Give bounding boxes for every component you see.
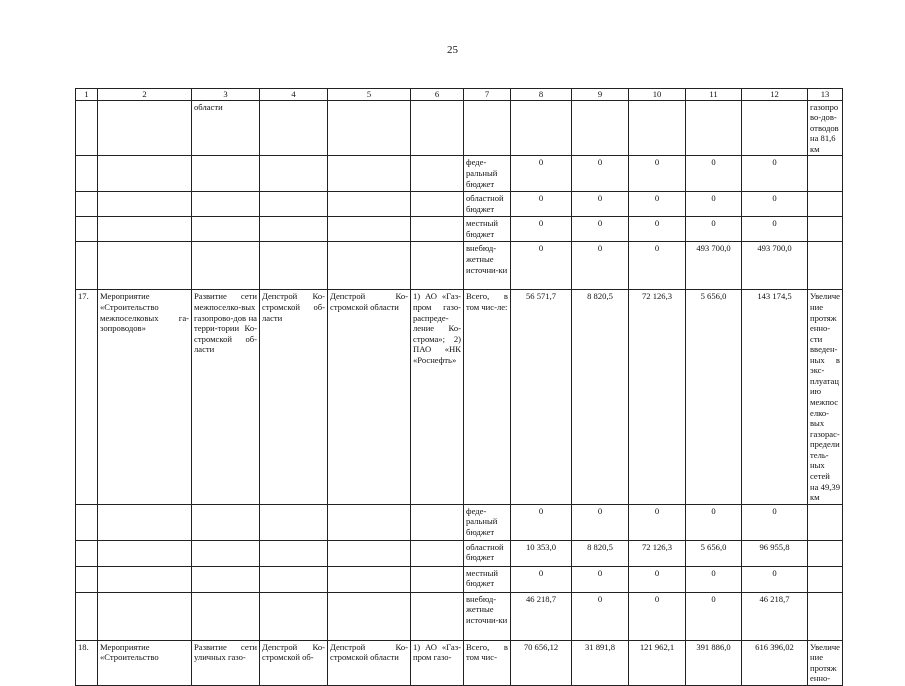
table-cell: 0 (686, 156, 742, 192)
table-cell: Развитие сети межпоселко-вых газопрово-дов на терри-тории Ко-стромской об-ласти (192, 290, 260, 504)
table-cell (192, 592, 260, 640)
table-cell (411, 100, 464, 156)
table-cell (192, 156, 260, 192)
table-cell (260, 192, 328, 217)
table-row (76, 192, 843, 217)
table-cell: 8 820,5 (572, 540, 629, 566)
table-cell: 1) АО «Газ-пром газо-распреде-ление Ко-строма»; 2) ПАО «НК «Роснефть» (411, 290, 464, 504)
table-cell (260, 592, 328, 640)
table-cell (411, 242, 464, 290)
table-row (76, 290, 843, 504)
table-cell: 0 (742, 217, 808, 242)
table-cell: 0 (572, 156, 629, 192)
table-cell: 10 353,0 (511, 540, 572, 566)
table-cell: Депстрой Ко-стромской об-ласти (260, 290, 328, 504)
table-cell: 493 700,0 (742, 242, 808, 290)
table-cell: 0 (629, 217, 686, 242)
table-cell (76, 156, 98, 192)
table-cell (742, 100, 808, 156)
table-cell (411, 540, 464, 566)
table-cell (260, 100, 328, 156)
table-cell: 8 820,5 (572, 290, 629, 504)
table-cell (260, 566, 328, 592)
table-cell (411, 592, 464, 640)
table-cell: 31 891,8 (572, 640, 629, 685)
table-cell (192, 566, 260, 592)
table-cell: 0 (572, 217, 629, 242)
column-header: 2 (98, 89, 192, 101)
table-cell: 0 (742, 504, 808, 540)
table-cell (411, 217, 464, 242)
table-cell: 0 (572, 192, 629, 217)
table-row (76, 640, 843, 685)
table-cell (192, 504, 260, 540)
table-cell: местный бюджет (464, 566, 511, 592)
table-cell: 0 (686, 217, 742, 242)
table-row (76, 242, 843, 290)
column-header: 4 (260, 89, 328, 101)
table-cell: 0 (572, 504, 629, 540)
table-cell: 0 (511, 217, 572, 242)
table-row (76, 504, 843, 540)
table-cell: 96 955,8 (742, 540, 808, 566)
table-cell (328, 242, 411, 290)
table-row (76, 156, 843, 192)
page-number: 25 (447, 44, 458, 56)
table-cell (511, 100, 572, 156)
row-number: 17. (76, 290, 98, 504)
table-cell: 0 (686, 192, 742, 217)
table-cell: Развитие сети уличных газо- (192, 640, 260, 685)
table-cell: 391 886,0 (686, 640, 742, 685)
table-cell (328, 504, 411, 540)
table-cell (572, 100, 629, 156)
table-cell: 70 656,12 (511, 640, 572, 685)
table-cell: 0 (629, 566, 686, 592)
table-cell (98, 217, 192, 242)
table-cell (808, 192, 843, 217)
table-cell: феде-ральный бюджет (464, 156, 511, 192)
table-cell (260, 242, 328, 290)
table-row (76, 100, 843, 156)
table-cell: 72 126,3 (629, 290, 686, 504)
table-cell: 0 (511, 156, 572, 192)
table-cell: 0 (686, 566, 742, 592)
table-cell: внебюд-жетные источни-ки (464, 242, 511, 290)
table-cell: 0 (629, 192, 686, 217)
table-cell (808, 156, 843, 192)
table-cell (328, 192, 411, 217)
table-cell: 0 (511, 504, 572, 540)
table-cell: 0 (629, 156, 686, 192)
table-cell (192, 242, 260, 290)
table-cell: газопрово-дов-отводов на 81,6 км (808, 100, 843, 156)
table-cell (192, 540, 260, 566)
table-cell (808, 592, 843, 640)
column-header: 8 (511, 89, 572, 101)
table-cell (464, 100, 511, 156)
table-cell (411, 566, 464, 592)
measure-name: Мероприятие «Строительство межпоселковых га-зопроводов» (98, 290, 192, 504)
table-cell (260, 156, 328, 192)
row-number: 18. (76, 640, 98, 685)
table-cell (411, 156, 464, 192)
column-header: 6 (411, 89, 464, 101)
table-cell (98, 156, 192, 192)
table-cell (808, 504, 843, 540)
table-cell: 0 (742, 192, 808, 217)
column-header: 11 (686, 89, 742, 101)
table-cell (260, 504, 328, 540)
column-header: 3 (192, 89, 260, 101)
table-cell: Увеличение протяженно- (808, 640, 843, 685)
table-cell (76, 566, 98, 592)
table-cell: 0 (572, 242, 629, 290)
table-cell: 0 (511, 192, 572, 217)
table-cell (411, 192, 464, 217)
table-cell: 5 656,0 (686, 290, 742, 504)
table-cell: 0 (629, 504, 686, 540)
table-cell (76, 592, 98, 640)
table-cell (98, 592, 192, 640)
table-cell (328, 100, 411, 156)
table-cell: областной бюджет (464, 540, 511, 566)
column-header: 13 (808, 89, 843, 101)
table-cell: 46 218,7 (742, 592, 808, 640)
table-cell: 0 (742, 156, 808, 192)
table-cell: 5 656,0 (686, 540, 742, 566)
table-cell: 0 (572, 566, 629, 592)
table-row (76, 540, 843, 566)
table-cell: Всего, в том чис- (464, 640, 511, 685)
table-cell (76, 192, 98, 217)
data-table (75, 88, 843, 686)
table-cell (76, 242, 98, 290)
table-cell: Депстрой Ко-стромской области (328, 290, 411, 504)
table-cell: 72 126,3 (629, 540, 686, 566)
table-cell: 143 174,5 (742, 290, 808, 504)
table-cell: 0 (742, 566, 808, 592)
table-cell: 0 (686, 592, 742, 640)
table-cell (76, 217, 98, 242)
table-cell (98, 100, 192, 156)
table-cell: 0 (511, 566, 572, 592)
table-cell (328, 566, 411, 592)
table-cell (76, 100, 98, 156)
table-cell: внебюд-жетные источни-ки (464, 592, 511, 640)
table-cell: 0 (629, 592, 686, 640)
table-cell (98, 566, 192, 592)
column-header: 9 (572, 89, 629, 101)
column-header: 12 (742, 89, 808, 101)
column-header: 7 (464, 89, 511, 101)
table-cell: 493 700,0 (686, 242, 742, 290)
table-cell (192, 192, 260, 217)
column-header: 1 (76, 89, 98, 101)
table-cell (328, 156, 411, 192)
table-cell: местный бюджет (464, 217, 511, 242)
table-cell (98, 192, 192, 217)
column-header: 10 (629, 89, 686, 101)
column-header: 5 (328, 89, 411, 101)
table-row (76, 566, 843, 592)
table-cell: Депстрой Ко-стромской области (328, 640, 411, 685)
table-cell (808, 540, 843, 566)
table-cell: 1) АО «Газ-пром газо- (411, 640, 464, 685)
table-cell (76, 504, 98, 540)
measure-name: Мероприятие «Строительство (98, 640, 192, 685)
table-cell: 0 (686, 504, 742, 540)
table-cell (260, 540, 328, 566)
table-cell: Увеличение протяженно-сти введен-ных в экс-плуатацию межпоселко-вых газорас-пределитель-ных сетей на 49,39 км (808, 290, 843, 504)
table-cell: Всего, в том чис-ле: (464, 290, 511, 504)
table-cell: феде-ральный бюджет (464, 504, 511, 540)
table-cell (98, 540, 192, 566)
table-cell (629, 100, 686, 156)
table-cell (686, 100, 742, 156)
table-cell: Депстрой Ко-стромской об- (260, 640, 328, 685)
table-cell: 616 396,02 (742, 640, 808, 685)
table-cell (76, 540, 98, 566)
table-row (76, 217, 843, 242)
table-cell (808, 566, 843, 592)
table-cell: 0 (629, 242, 686, 290)
table-row (76, 592, 843, 640)
table-cell: 56 571,7 (511, 290, 572, 504)
table-cell (260, 217, 328, 242)
table-cell: 0 (511, 242, 572, 290)
table-cell (192, 217, 260, 242)
table-cell: 0 (572, 592, 629, 640)
table-cell (808, 242, 843, 290)
table-cell: 121 962,1 (629, 640, 686, 685)
table-cell: области (192, 100, 260, 156)
table-cell (808, 217, 843, 242)
table-cell: областной бюджет (464, 192, 511, 217)
table-cell (328, 217, 411, 242)
table-cell (328, 540, 411, 566)
table-cell: 46 218,7 (511, 592, 572, 640)
table-cell (98, 504, 192, 540)
header-row (76, 89, 843, 101)
table-cell (328, 592, 411, 640)
table-cell (98, 242, 192, 290)
table-cell (411, 504, 464, 540)
